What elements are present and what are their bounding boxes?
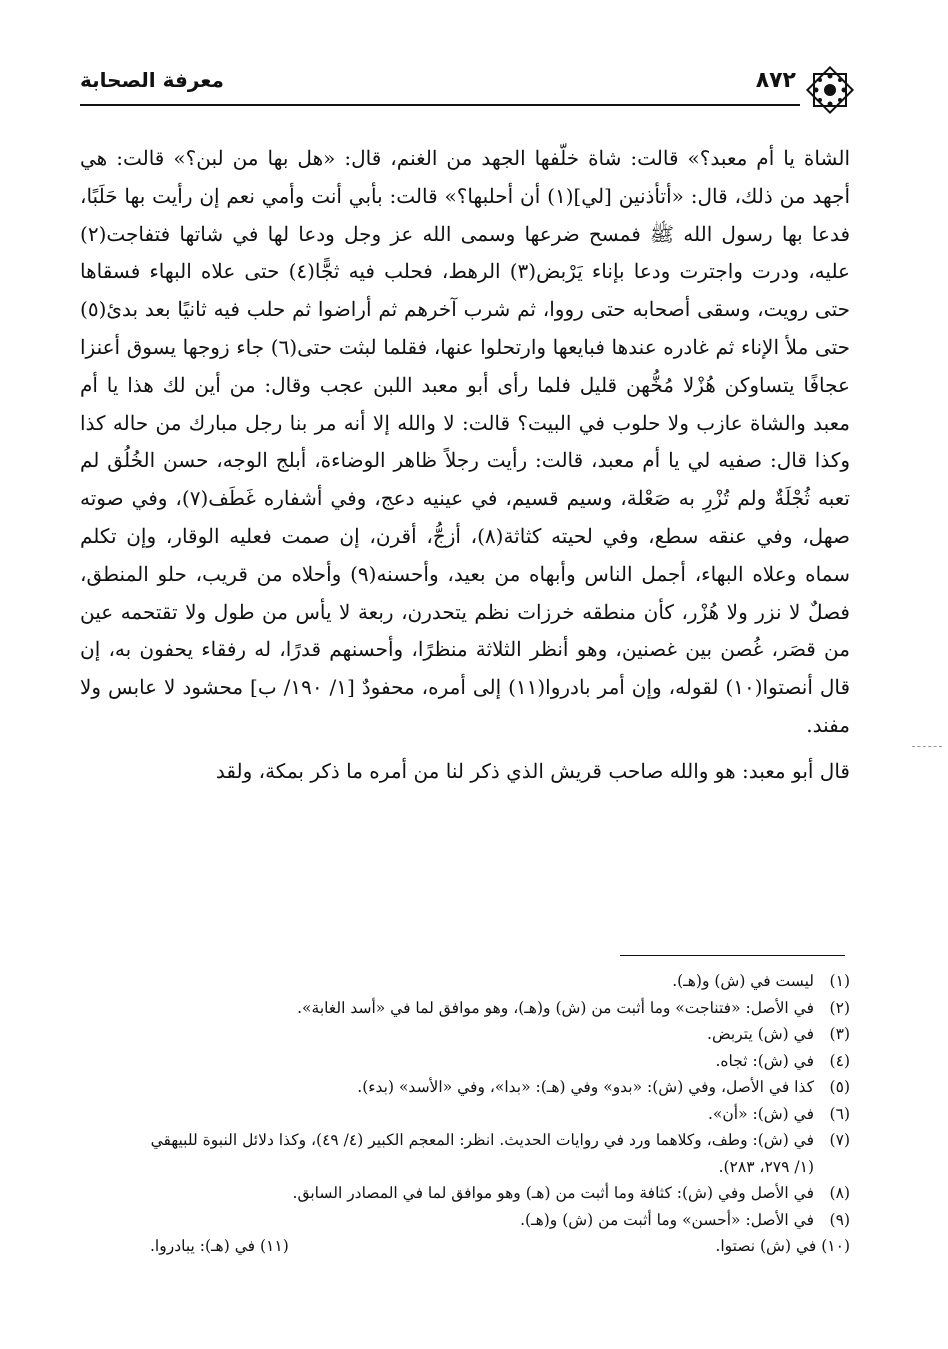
octagram-ornament-icon (802, 62, 858, 118)
footnote: (٤) في (ش): ثجاه. (715, 1051, 850, 1070)
footnote: (٦) في (ش): «أن». (707, 1104, 850, 1123)
footnotes-side-column (150, 1233, 850, 1260)
footnote: (٣) في (ش) يتربض. (707, 1025, 850, 1043)
header-rule (80, 104, 800, 106)
footnote: (٩) في الأصل: «أحسن» وما أثبت من (ش) و(هـ). (520, 1210, 850, 1229)
page-number: ٨٧٢ (755, 68, 796, 93)
footnote: (٨) في الأصل وفي (ش): كثافة وما أثبت من (هـ) وهو موافق لما في المصادر السابق. (292, 1184, 850, 1202)
paragraph: الشاة يا أم معبد؟» قالت: شاة خلّفها الجهد من الغنم، قال: «هل بها من لبن؟» قالت: هي أجهد من ذلك، قال: «أتأذنين [لي](١) أن أحلبها؟» قالت: بأبي أنت وأمي نعم إن رأيت بها حَلَبًا، فدعا بها رسول الله ﷺ فمسح ضرعها وسمى الله عز وجل ودعا لها في شاتها فتفاجت(٢) عليه، ودرت واجترت ودعا بإناء يَرْبض(٣) الرهط، فحلب فيه ثجًّا(٤) حتى علاه البهاء فسقاها حتى رويت، وسقى أصحابه حتى رووا، ثم شرب آخرهم ثم أراضوا ثم حلب فيه ثانيًا بعد بدئ(٥) حتى ملأ الإناء ثم غادره عندها فبايعها وارتحلوا عنها، فقلما لبثت حتى(٦) جاء زوجها يسوق أعنزا عجافًا يتساوكن هُزْلا مُخُّهن قليل فلما رأى أبو معبد اللبن عجب وقال: من أين لك هذا يا أم معبد والشاة عازب ولا حلوب في البيت؟ قالت: لا والله إلا أنه مر بنا رجل مبارك من حاله كذا وكذا قال: صفيه لي يا أم معبد، قالت: رأيت رجلاً ظاهر الوضاءة، أبلج الوجه، حسن الخُلُق لم تعبه ثُجْلَةٌ ولم تُزْرِ به صَعْلة، وسيم قسيم، في عينيه دعج، وفي أشفاره غَطَف(٧)، وفي صوته صهل، وفي عنقه سطع، وفي لحيته كثاثة(٨)، أزجُّ، أقرن، إن صمت فعليه الوقار، وإن تكلم سماه وعلاه البهاء، أجمل الناس وأبهاه من بعيد، وأحسنه(٩) وأحلاه من قريب، حلو المنطق، فصلٌ لا نزر ولا هُزْر، كأن منطقه خرزات نظم يتحدرن، ربعة لا يأس من طول ولا تقتحمه عين من قصَر، غُصن بين غصنين، وهو أنظر الثلاثة منظرًا، وأحسنهم قدرًا، له رفقاء يحفون به، إن قال أنصتوا(١٠) لقوله، وإن أمر بادروا(١١) إلى أمره، محفودٌ [١/ ١٩٠/ ب] محشود لا عابس ولا مفند. (80, 146, 851, 737)
footnote: (٢) في الأصل: «فتناجت» وما أثبت من (ش) و(هـ)، وهو موافق لما في «أسد الغابة». (297, 998, 850, 1017)
margin-mark (912, 746, 942, 747)
footnote: (٥) كذا في الأصل، وفي (ش): «بدو» وفي (هـ): «بدا»، وفي «الأسد» (بدء). (357, 1078, 850, 1096)
footnote: (٧) في (ش): وطف، وكلاهما ورد في روايات الحديث. انظر: المعجم الكبير (٤/ ٤٩)، وكذا دلائل النبوة للبيهقي (١/ ٢٧٩، ٢٨٣). (150, 1131, 850, 1176)
footnotes (150, 968, 850, 1260)
footnote: (١) ليست في (ش) و(هـ). (672, 972, 850, 990)
footnote-11: (١١) في (هـ): يبادروا. (150, 1237, 289, 1255)
footnote-separator (620, 955, 845, 956)
paragraph: قال أبو معبد: هو والله صاحب قريش الذي ذكر لنا من أمره ما ذكر بمكة، ولقد (215, 758, 850, 783)
running-title: معرفة الصحابة (80, 68, 224, 92)
main-text (80, 140, 850, 791)
footnote-10: (١٠) في (ش) نصتوا. (715, 1237, 850, 1255)
